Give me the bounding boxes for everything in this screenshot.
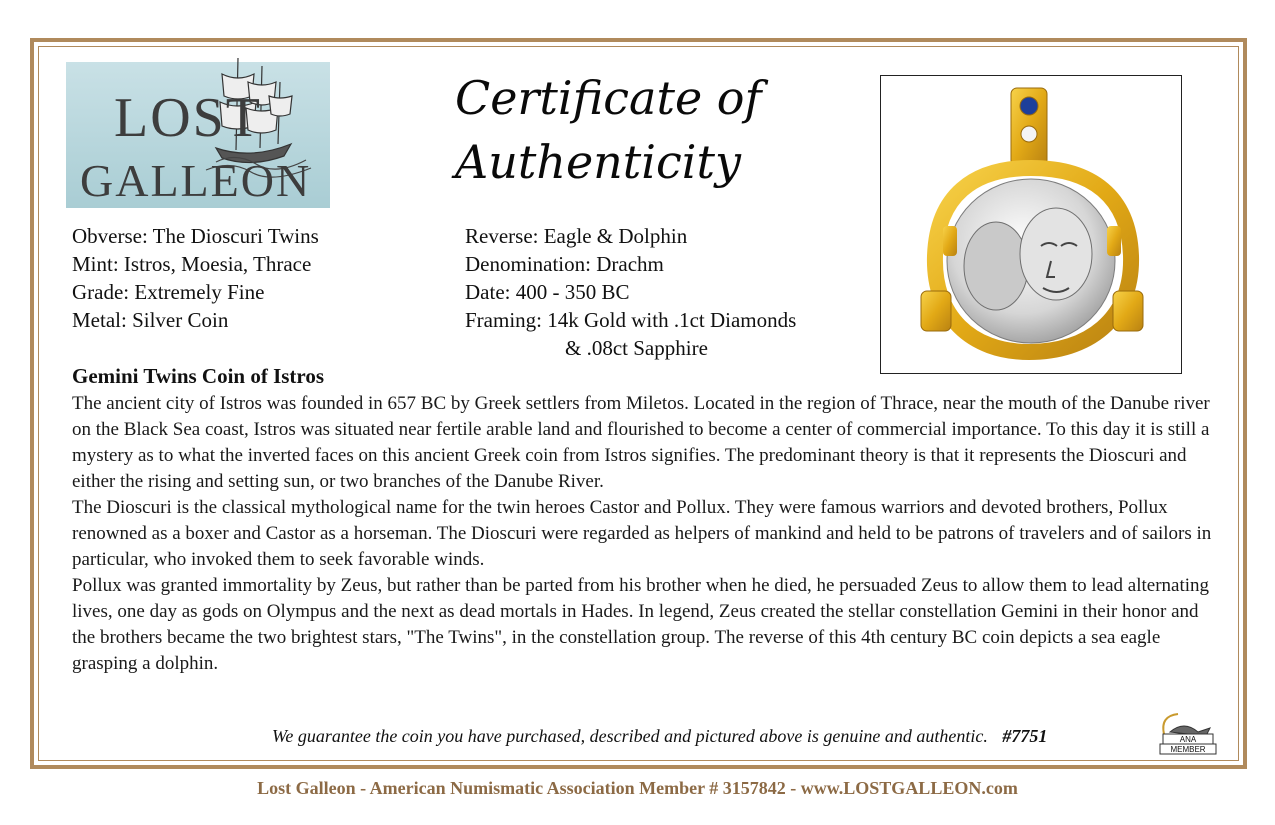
logo-galleon-text: GALLEON [80,155,312,206]
guarantee-statement [272,726,1047,747]
certificate-title [455,66,785,194]
coin-pendant-image [881,76,1181,373]
coin-details-left [72,222,319,334]
member-text: MEMBER [1170,745,1206,754]
paragraph-istros: The ancient city of Istros was founded in 657 BC by Greek settlers from Miletos. Located in the region of Thrace, near the mouth of the Danube river on the Black Sea coast, Istros was situated near fertile arable land and flourished to become a center of commercial importance. To this day it is still a mystery as to what the inverted faces on this ancient Greek coin from Istros signifies. The predominant theory is that it represents the Dioscuri and either the rising and setting sun, or two branches of the Danube River. [72,393,1210,492]
paragraph-pollux: Pollux was granted immortality by Zeus, but rather than be parted from his brother when he died, he persuaded Zeus to allow them to lead alternating lives, one day as gods on Olympus and the next as dead mortals in Hades. In legend, Zeus created the stellar constellation Gemini in their honor and the brothers became the two brightest stars, "The Twins", in the constellation group. The reverse of this 4th century BC coin depicts a sea eagle grasping a dolphin. [72,575,1210,674]
obverse-detail: Obverse: The Dioscuri Twins [72,224,319,248]
date-detail: Date: 400 - 350 BC [465,280,630,304]
footer-membership: Lost Galleon - American Numismatic Association Member # 3157842 - www.LOSTGALLEON.com [257,778,1018,798]
certificate-number: #7751 [1002,726,1048,746]
paragraph-dioscuri: The Dioscuri is the classical mythological name for the twin heroes Castor and Pollux. They were famous warriors and devoted brothers, Pollux renowned as a boxer and Castor as a horseman. The Dioscuri were regarded as helpers of mankind and held to be patrons of travelers and of sailors in particular, who invoked them to seek favorable winds. [72,497,1212,570]
logo-lost-text: LOST [114,87,262,149]
reverse-detail: Reverse: Eagle & Dolphin [465,224,688,248]
mint-detail: Mint: Istros, Moesia, Thrace [72,252,312,276]
title-line-1: Certificate of [455,71,762,125]
denomination-detail: Denomination: Drachm [465,252,664,276]
title-line-2: Authenticity [455,135,741,189]
description-text [72,391,1212,677]
section-title: Gemini Twins Coin of Istros [72,364,325,388]
ana-text: ANA [1179,735,1197,744]
grade-detail: Grade: Extremely Fine [72,280,265,304]
ana-lamp-icon [1150,710,1222,756]
coin-pendant-photo [880,75,1182,374]
coin-details-right [465,222,796,362]
lost-galleon-logo [66,62,330,208]
ana-member-badge [1150,710,1222,756]
metal-detail: Metal: Silver Coin [72,308,229,332]
framing-detail-continued: & .08ct Sapphire [565,336,708,360]
guarantee-text: We guarantee the coin you have purchased, described and pictured above is genuine and authentic. [272,726,988,746]
framing-detail: Framing: 14k Gold with .1ct Diamonds [465,308,797,332]
